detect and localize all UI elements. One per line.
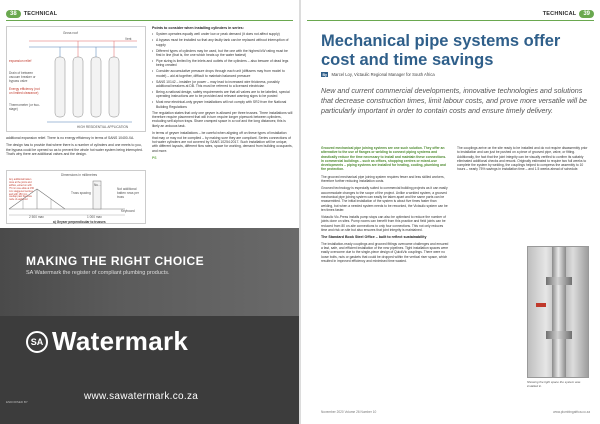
coupling-shape — [546, 277, 572, 285]
truss-spacing-label: Truss spacing — [71, 191, 91, 195]
dimension-2: 1 000 max — [87, 215, 102, 219]
sa-watermark-ad[interactable] — [0, 228, 299, 424]
points-heading: Points to consider when installing cylinders in series: — [152, 26, 244, 30]
mid-post-label: Nu... — [94, 183, 101, 187]
left-page — [0, 0, 299, 424]
truss-diagram — [6, 170, 146, 224]
article-para: The installation-ready couplings and grooved fittings overcame challenges and ensured a fast, safe, and efficient installation of the new pipelines. Tight installation spaces were easily overcome due to the single-piece design of QuickVic couplings. There were no loose bolts, nuts or gaskets that could be dropped within the vertical riser space, which resulted in improved efficiency and minimised time wasted. — [321, 241, 449, 263]
pipe-installation-photo — [527, 246, 589, 378]
left-col-a — [6, 136, 146, 160]
article-title: Mechanical pipe systems offer cost and time savings — [321, 32, 561, 69]
pipe-shape — [552, 247, 566, 378]
article-lead: Grooved mechanical pipe joining systems are one such solution. They offer an alternative to the use of flanges or welding to connect piping systems and drastically reduce the time necessary to install and maintain these connections. In commercial buildings – such as offices, shopping centres or mixed-use developments – piping systems are installed for heating, cooling, plumbing and fire protection. — [321, 146, 447, 172]
article-col-2 — [457, 146, 589, 175]
article-para: The grooved mechanical pipe joining system requires fewer and less skilled workers, therefore further reducing installation costs. — [321, 174, 445, 184]
points-list — [152, 32, 293, 109]
point-item: • SANS 10142 – installer (or power – may lead to increased wire thickness, possibly additional breakers at DB. This must be referred to a licensed electrician — [152, 80, 293, 89]
ad-subtitle: SA Watermark the register of compliant plumbing products. — [26, 270, 170, 276]
article-byline — [321, 72, 435, 77]
diagram2-caption: a) Geyser perpendicular to trusses — [53, 220, 106, 224]
endorsed-by-label: ENDORSED BY — [6, 400, 28, 404]
end-mark: PS — [152, 156, 157, 161]
article-para: The couplings arrive on the site ready to be installed and do not require disassembly prior to installation and can just be pushed on a piece of grooved pipe, valve, or fitting. Additionally, the fact that the joint integrity can be visually verified to confirm its suitably eliminated additional checks and rework. Originally estimated to require two full weeks to complete the system by welding, the couplings helped to compress the assembly to 10 hours – nearly 75% savings in installation time – and 1.5 weeks ahead of schedule. — [457, 146, 588, 172]
header-rule — [307, 20, 594, 21]
ad-title: MAKING THE RIGHT CHOICE — [26, 254, 205, 268]
ad-logo — [26, 326, 188, 357]
dimension-1: 2 500 max — [29, 215, 44, 219]
left-header — [6, 8, 57, 20]
point-item: • A bypass must be installed so that any faulty tank can be replaced without interruption of supply — [152, 38, 293, 47]
batten-note-right: Not additional batten rows per truss — [117, 187, 139, 199]
coupling-shape — [546, 331, 572, 339]
article-intro: New and current commercial developments, innovative technologies and solutions that decrease construction times, limit labour costs, and prove more versatile will be particularly important in order to contain costs and ensure timely delivery. — [321, 86, 588, 115]
article-para: Grooved technology is especially suited to commercial building projects as it can easily accommodate changes to the scope of the project. Unlike a welded system, a grooved mechanical pipe joining system can easily be taken apart and the same parts can be reassembled. The initial installation of the system is about five times faster than welding, but when a needed system needs to be reworked, the Victaulic system can be ten times faster. — [321, 186, 448, 212]
article-col-1 — [321, 146, 449, 266]
photo-caption: Showing the tight space the system was installed in. — [527, 380, 581, 388]
point-item: • Different types of cylinders may be used, but the one with the highest kW rating must be first in line (that is, the one which heats up the water fastest) — [152, 49, 293, 58]
left-col-para-1: The regulation states that only one geyser is allowed per three trusses. Three installations will therefore require placement that will in turn require longer pipework between cylinders, excluding self-siphon traps. Share cramped space in a roof and the long distances; this is likely an arduous task. — [152, 110, 293, 128]
article-para: Victaulic Vic-Press installs pump stops can also be optimised to reduce the number of joints done on sites. Pump rooms can benefit from this practice and field joints can be reduced from 80 on-site connections to only four connections. This not only reduces time and risk on site but also ensures that joint integrity is maintained. — [321, 215, 446, 233]
left-para-2: The design has to provide that where there is a number of cylinders and one meets to you, the bypass could be opened so as to prevent the whole hot water system being interrupted. That's why there are additional valves and the design. — [6, 143, 143, 157]
cylinder-series-diagram — [6, 26, 146, 132]
left-para-1: additional expansion relief. There is no energy efficiency in terms of SANS 10400-XA. — [6, 136, 135, 140]
footer-url[interactable]: www.plumbingafrica.co.za — [553, 410, 590, 414]
ad-url-link[interactable]: www.sawatermark.co.za — [84, 391, 199, 402]
by-tag: By — [322, 72, 327, 77]
diagram1-drain-label: Drain of between vacuum breaker or bypass valve — [9, 71, 36, 83]
author-name: Marcel Loy, Victaulic Regional Manager for South Africa — [331, 72, 435, 77]
batten-note-left: Any additional batten rows at the joints and airflow, exited on with 75 mm one-slide at 150 mm staggered centres and with 150 mm overlap past the truss node of each end — [9, 178, 34, 202]
point-item: • Consider accumulative pressure drops through each unit (diffusers may from model to model) – aid at together, difficult to maintain balanced pressure — [152, 69, 293, 78]
keyboard-label: Keyboard — [121, 209, 135, 213]
point-item: • System operates equally well under low or peak demand (it does not affect supply) — [152, 32, 293, 36]
diagram1-thermometer-label: Thermometer (or two-stage) — [9, 103, 40, 111]
ad-brand-name: Watermark — [52, 326, 189, 356]
dimensions-note: Dimensions in millimetres — [61, 173, 98, 177]
section-label: TECHNICAL — [23, 11, 58, 17]
page-number-badge: 39 — [579, 10, 594, 18]
valve-tag-shape — [536, 303, 546, 307]
point-item: • Most new electrical-only geyser installations will not comply with SR2 from the National Building Regulations — [152, 100, 293, 109]
section-label: TECHNICAL — [542, 11, 577, 17]
diagram1-vent-label: Vent — [125, 37, 132, 41]
point-item: • Pipe sizing is limited by the inlets and outlets of the cylinders – also beware of dead legs being created — [152, 59, 293, 68]
diagram1-top-label: Gross roof — [63, 31, 78, 35]
sa-logo-icon: SA — [26, 331, 48, 353]
left-col-para-2: In terms of geyser installations – be careful when aligning off on these types of installation that may or may not be complied – by making sure they are compliant. Series connections of hot water cylinders are not covered by SANS 10254:2017. Such installation will be unique, with different layouts, different flow rates, space for working, demand from building occupants, and more. — [152, 131, 293, 153]
point-item: • Being a national design, safety requirements are that all valves are to be labelled, special operating instructions are to be provided and relevant warning signs to be posted — [152, 90, 293, 99]
article-subheading: The Standard Book Steel Office – built to reflect sustainability — [321, 235, 427, 240]
right-page — [301, 0, 600, 424]
right-header — [543, 8, 594, 20]
header-rule — [6, 20, 293, 21]
diagram1-expansion-label: expansion relief — [9, 59, 32, 63]
diagram1-energy-label: Energy efficiency (not on limited clearance) — [9, 87, 40, 95]
page-number-badge: 38 — [6, 10, 21, 18]
footer-issue: November 2020 Volume 26 Number 10 — [321, 410, 377, 414]
left-col-b — [152, 26, 293, 164]
diagram1-bottom-label: HIGH RESIDENTIAL APPLICATION — [77, 125, 129, 129]
